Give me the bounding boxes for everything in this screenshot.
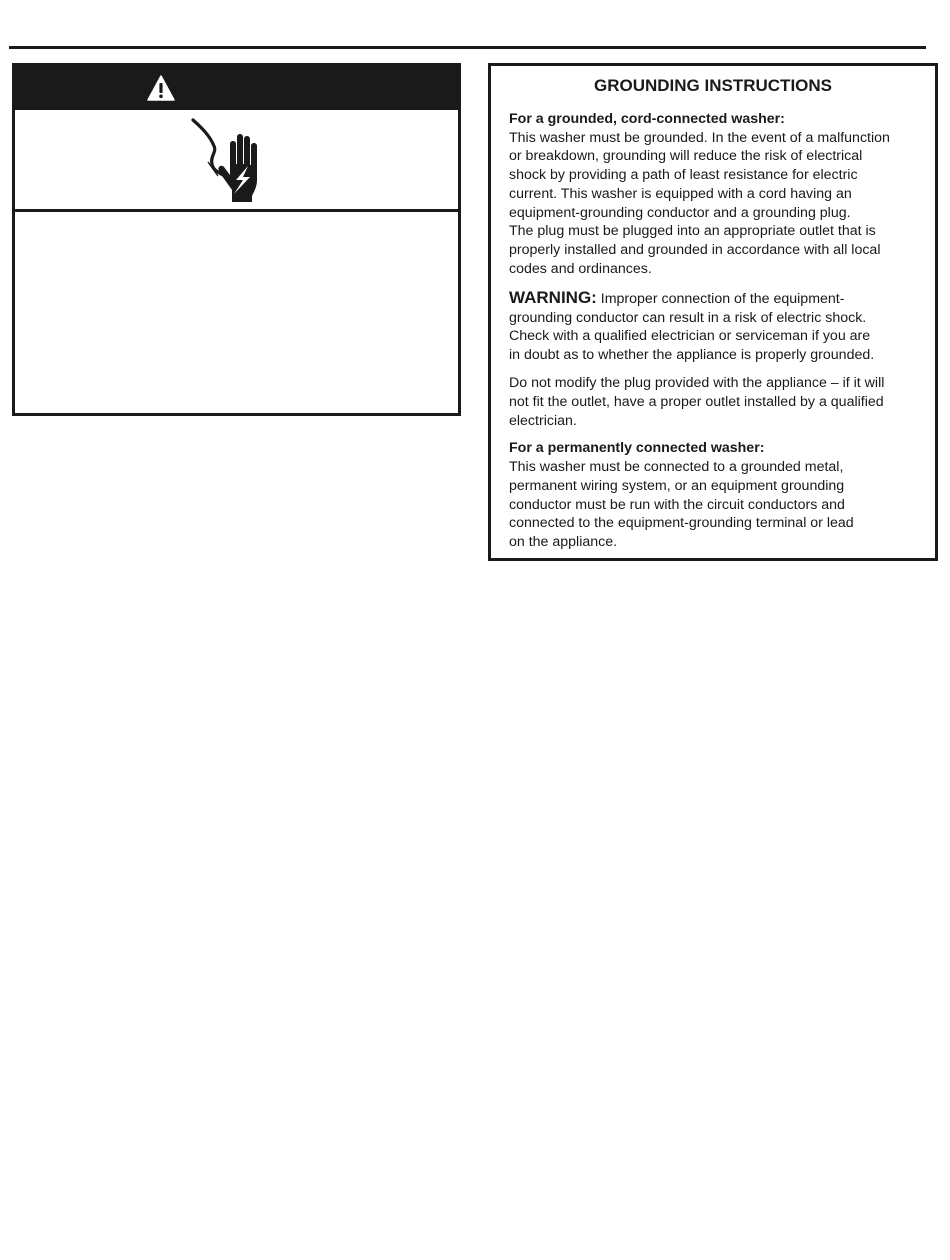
- warning-text: Improper connection of the equipment- grounding conductor can result in a risk of electric shock. Check with a qualified electrician or serviceman if you are in doubt as to whether the appliance is properly grounded.: [509, 290, 875, 364]
- electric-shock-hand-icon: [190, 118, 272, 204]
- cord-connected-text: This washer must be grounded. In the event of a malfunction or breakdown, grounding will reduce the risk of electrical shock by providing a path of least resistance for electric current. This washer is equipped with a cord having an equipment-grounding conductor and a grounding plug. The plug must be plugged into an appropriate outlet that is properly installed and grounded in accordance with all local codes and ordinances.: [509, 129, 890, 278]
- grounding-title: GROUNDING INSTRUCTIONS: [594, 76, 832, 95]
- warning-header: [15, 66, 458, 110]
- warning-box: [12, 63, 461, 416]
- grounding-instructions-box: [488, 63, 938, 561]
- plug-modify-text: Do not modify the plug provided with the appliance – if it will not fit the outlet, have a proper outlet installed by a qualified electrician.: [509, 375, 885, 429]
- warning-triangle-icon: [147, 75, 175, 101]
- warning-label: WARNING:: [509, 287, 597, 307]
- hazard-icon-area: [15, 110, 458, 212]
- cord-connected-heading: For a grounded, cord-connected washer:: [509, 111, 785, 127]
- warning-body: [15, 212, 458, 412]
- warning-paragraph: [509, 289, 921, 365]
- permanent-connected-text: This washer must be connected to a grounded metal, permanent wiring system, or an equipment grounding conductor must be run with the circuit conductors and connected to the equipment-grounding terminal or lead on the appliance.: [509, 458, 854, 551]
- top-rule: [9, 46, 926, 49]
- permanent-connected-heading: For a permanently connected washer:: [509, 440, 765, 457]
